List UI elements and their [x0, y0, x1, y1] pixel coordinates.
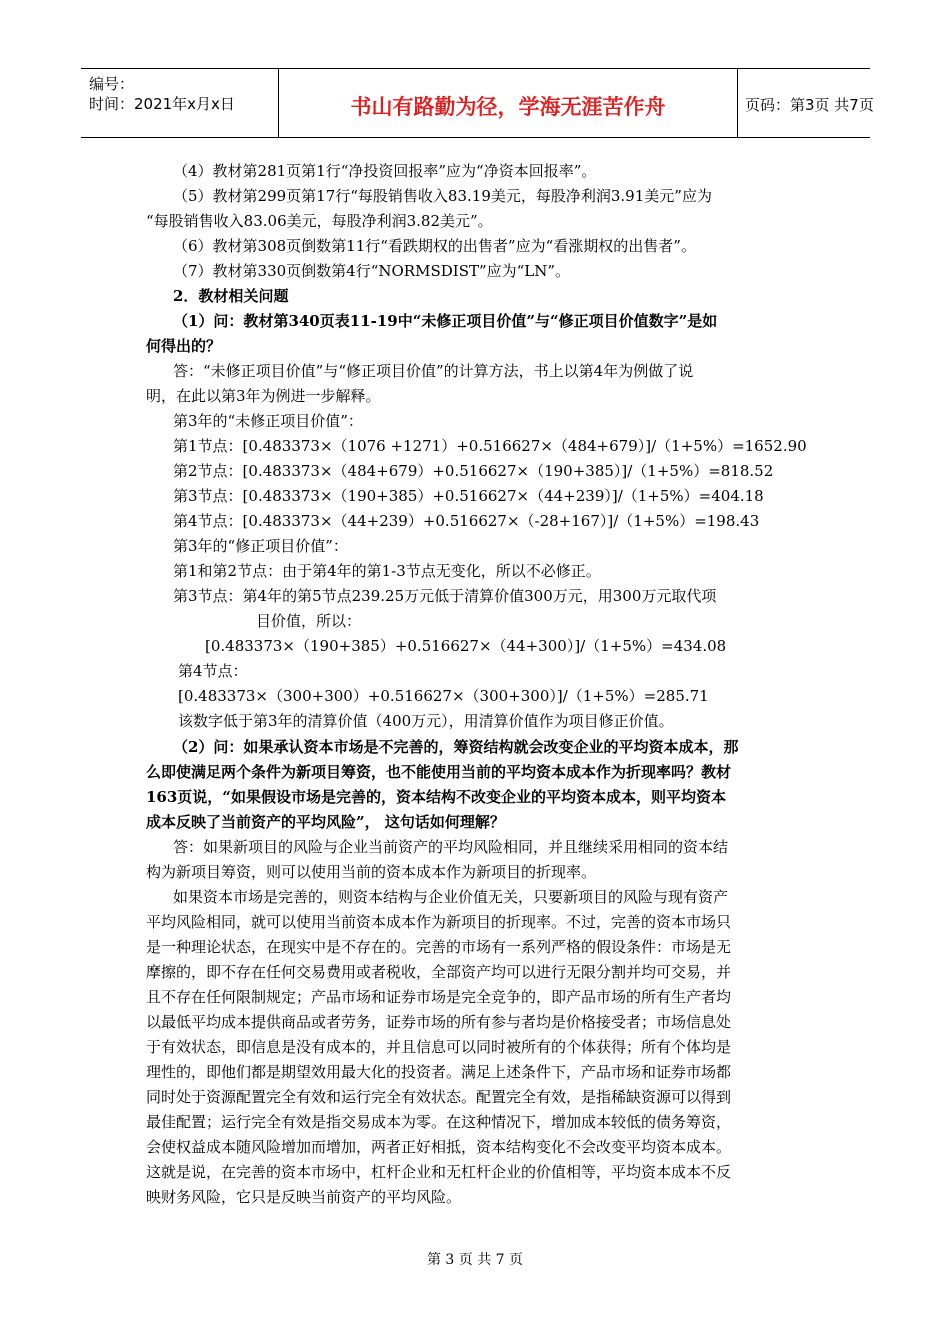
- formula-line: [0.483373×（190+385）+0.516627×（44+300）]/（1+5%）=434.08: [205, 637, 727, 655]
- paragraph-line: 目价值，所以：: [256, 612, 362, 630]
- formula-line: 第3节点：[0.483373×（190+385）+0.516627×（44+239）]/（1+5%）=404.18: [173, 487, 764, 505]
- paragraph-line: 这就是说，在完善的资本市场中，杠杆企业和无杠杆企业的价值相等，平均资本成本不反: [146, 1163, 732, 1181]
- formula-line: 第1节点：[0.483373×（1076 +1271）+0.516627×（484+679）]/（1+5%）=1652.90: [173, 437, 807, 455]
- paragraph-line: 第3节点：第4年的第5节点239.25万元低于清算价值300万元，用300万元取代项: [173, 587, 717, 605]
- page-footer: 第 3 页 共 7 页: [426, 1252, 524, 1268]
- paragraph-line: 第3年的“未修正项目价值”：: [173, 412, 363, 430]
- paragraph-line: 平均风险相同，就可以使用当前资本成本作为新项目的折现率。不过，完善的资本市场只: [146, 913, 732, 931]
- header-left-cell: [81, 69, 278, 137]
- answer-line: 构为新项目筹资，则可以使用当前的资本成本作为新项目的折现率。: [146, 863, 597, 881]
- question-line: （1）问：教材第340页表11-19中“未修正项目价值”与“修正项目价值数字”是如: [173, 312, 718, 330]
- section-heading: 2．教材相关问题: [173, 287, 289, 305]
- paragraph-line: 映财务风险，它只是反映当前资产的平均风险。: [146, 1188, 462, 1206]
- question-line: 163页说，“如果假设市场是完善的，资本结构不改变企业的平均资本成本，则平均资本: [146, 788, 726, 806]
- header-table: [81, 68, 874, 138]
- paragraph-line: （6）教材第308页倒数第11行“看跌期权的出售者”应为“看涨期权的出售者”。: [173, 237, 696, 255]
- question-line: （2）问：如果承认资本市场是不完善的，筹资结构就会改变企业的平均资本成本，那: [173, 738, 739, 756]
- paragraph-line: （5）教材第299页第17行“每股销售收入83.19美元，每股净利润3.91美元”应为: [173, 187, 712, 205]
- paragraph-line: 如果资本市场是完善的，则资本结构与企业价值无关，只要新项目的风险与现有资产: [173, 888, 729, 906]
- serial-label: 编号：: [89, 75, 135, 93]
- paragraph-line: 于有效状态，即信息是没有成本的，并且信息可以同时被所有的个体获得；所有个体均是: [146, 1038, 732, 1056]
- question-line: 么即使满足两个条件为新项目筹资，也不能使用当前的平均资本成本作为折现率吗？教材: [146, 763, 732, 781]
- paragraph-line: 第3年的“修正项目价值”：: [173, 537, 348, 555]
- paragraph-line: （7）教材第330页倒数第4行“NORMSDIST”应为“LN”。: [173, 262, 571, 280]
- header-motto-cell: [278, 69, 738, 137]
- paragraph-line: 第4节点：: [178, 662, 248, 680]
- paragraph-line: “每股销售收入83.06美元，每股净利润3.82美元”。: [146, 212, 493, 230]
- question-line: 成本反映了当前资产的平均风险”， 这句话如何理解？: [146, 813, 505, 831]
- motto: 书山有路勤为径，学海无涯苦作舟: [350, 95, 666, 119]
- paragraph-line: 第1和第2节点：由于第4年的第1-3节点无变化，所以不必修正。: [173, 562, 601, 580]
- answer-line: 答：如果新项目的风险与企业当前资产的平均风险相同，并且继续采用相同的资本结: [173, 838, 729, 856]
- answer-line: 答：“未修正项目价值”与“修正项目价值”的计算方法，书上以第4年为例做了说: [173, 362, 694, 380]
- page-label: 页码：第3页 共7页: [745, 96, 874, 114]
- paragraph-line: 以最低平均成本提供商品或者劳务，证券市场的所有参与者均是价格接受者；市场信息处: [146, 1013, 732, 1031]
- date-label: 时间：2021年x月x日: [89, 95, 235, 113]
- paragraph-line: 最佳配置；运行完全有效是指交易成本为零。在这种情况下，增加成本较低的债务筹资，: [146, 1113, 732, 1131]
- formula-line: 第4节点：[0.483373×（44+239）+0.516627×（-28+167）]/（1+5%）=198.43: [173, 512, 760, 530]
- paragraph-line: 同时处于资源配置完全有效和运行完全有效状态。配置完全有效，是指稀缺资源可以得到: [146, 1088, 732, 1106]
- formula-line: [0.483373×（300+300）+0.516627×（300+300）]/（1+5%）=285.71: [178, 687, 709, 705]
- paragraph-line: （4）教材第281页第1行“净投资回报率”应为“净资本回报率”。: [173, 162, 597, 180]
- header-page-cell: [737, 69, 874, 137]
- question-line: 何得出的？: [146, 337, 222, 355]
- paragraph-line: 且不存在任何限制规定；产品市场和证券市场是完全竞争的，即产品市场的所有生产者均: [146, 988, 732, 1006]
- paragraph-line: 该数字低于第3年的清算价值（400万元），用清算价值作为项目修正价值。: [178, 712, 674, 730]
- paragraph-line: 是一种理论状态，在现实中是不存在的。完善的市场有一系列严格的假设条件：市场是无: [146, 938, 732, 956]
- formula-line: 第2节点：[0.483373×（484+679）+0.516627×（190+385）]/（1+5%）=818.52: [173, 462, 774, 480]
- paragraph-line: 会使权益成本随风险增加而增加，两者正好相抵，资本结构变化不会改变平均资本成本。: [146, 1138, 732, 1156]
- paragraph-line: 摩擦的，即不存在任何交易费用或者税收，全部资产均可以进行无限分割并均可交易，并: [146, 963, 732, 981]
- answer-line: 明，在此以第3年为例进一步解释。: [146, 387, 381, 405]
- paragraph-line: 理性的，即他们都是期望效用最大化的投资者。满足上述条件下，产品市场和证券市场都: [146, 1063, 732, 1081]
